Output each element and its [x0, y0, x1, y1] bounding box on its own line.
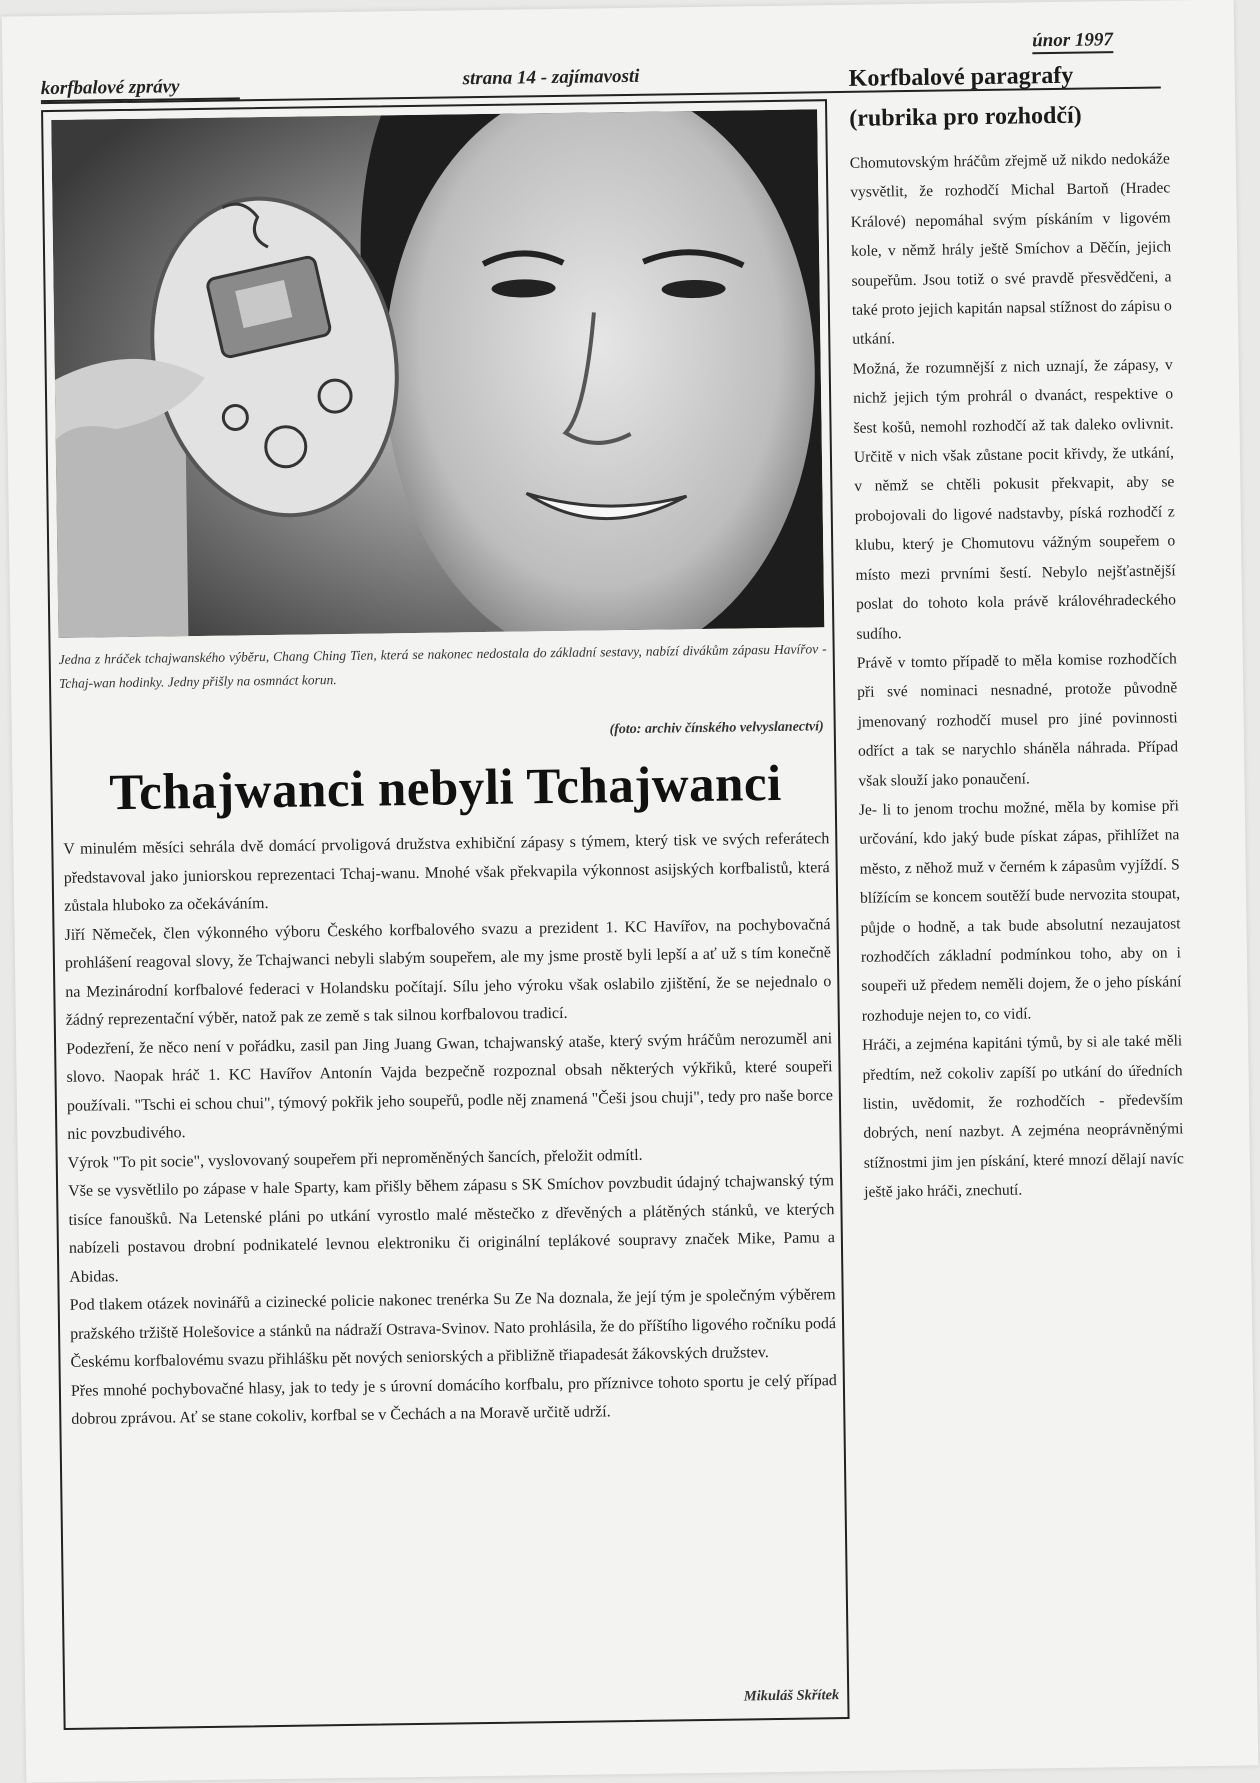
article-author: Mikuláš Skřítek — [743, 1687, 840, 1705]
photo-illustration — [51, 109, 824, 638]
article-paragraph: Pod tlakem otázek novinářů a cizinecké policie nakonec trenérka Su Ze Na doznala, že její tým je společným výběrem pražského tržiště Holešovice a stánků na nádraží Ostrava-Svinov. Nato prohlásila, že do příštího ligového ročníku podá Českému korfbalovému svazu přihlášku pět nových seniorských a přibližně třiapadesát žákovských družstev. — [69, 1286, 837, 1371]
publication-name: korfbalové zprávy — [41, 75, 240, 102]
sidebar-paragraph: Chomutovským hráčům zřejmě už nikdo nedokáže vysvětlit, že rozhodčí Michal Bartoň (Hradec Králové) nepomáhal svým pískáním v ligovém kole, v němž hrály ještě Smíchov a Děčín, jejich soupeřům. Jsou totiž o své pravdě přesvědčeni, a také proto jejich kapitán napsal stížnost do zápisu o utkání. — [849, 150, 1173, 349]
article-headline: Tchajwanci nebyli Tchajwanci — [108, 755, 783, 822]
photo-caption: Jedna z hráček tchajwanského výběru, Chang Ching Tien, která se nakonec nedostala do základní sestavy, nabízí divákům zápasu Havířov - Tchaj-wan hodinky. Jedny přišly na osmnáct korun. — [58, 641, 827, 691]
sidebar-paragraph: Je- li to jenom trochu možné, měla by komise při určování, kdo jaký bude pískat zápas, přihlížet na město, z něhož muž v černém k zápasům vyjíždí. S blížícím se koncem soutěží bude nervozita stoupat, půjde o hodně, a tak bude absolutní nezaujatost rozhodčích základní podmínkou toho, aby on i soupeři už předem neměli dojem, že o jeho pískání rozhoduje nejen to, co vidí. — [858, 797, 1182, 1025]
sidebar-paragraph: Možná, že rozumnější z nich uznají, že zápasy, v nichž jejich tým prohrál o dvanáct, respektive o šest košů, nemohl rozhodčí až tak daleko ovlivnit. Určitě v nich však zůstane pocit křivdy, že utkání, v němž se chtěli pokusit překvapit, aby se probojovali do ligové nadstavby, píská rozhodčí z klubu, který je Chomutovu vážným soupeřem o místo mezi prvními šestí. Nebylo nejšťastnější poslat do tohoto kola právě královéhradeckého sudího. — [852, 356, 1177, 643]
article-photo — [51, 109, 824, 638]
article-paragraph: Jiří Němeček, člen výkonného výboru Českého korfbalového svazu a prezident 1. KC Havířov, na pochybovačná prohlášení reagoval slovy, že Tchajwanci nebyli slabým soupeřem, ale my jsme prostě byli lepší a ať už s tím konečně na Mezinárodní korfbalové federaci v Holandsku počítají. Sílu jeho výroku však oslabilo zjištění, že se nejednalo o žádný reprezentační výběr, natož pak ze země s tak silnou korfbalovou tradicí. — [64, 915, 832, 1029]
article-paragraph: Vše se vysvětlilo po zápase v hale Sparty, kam přišly během zápasu s SK Smíchov povzbudit údajný tchajwanský tým tisíce fanoušků. Na Letenské pláni po utkání vyrostlo malé městečko z dřevěných a plátěných stánků, ve kterých nabízeli postavou drobní podnikatelé levnou elektroniku či originální teplákové soupravy značek Mike, Pamu a Abidas. — [68, 1172, 835, 1286]
page-section-label: strana 14 - zajímavosti — [462, 65, 640, 90]
newspaper-page — [2, 0, 1259, 1783]
sidebar-body — [850, 144, 1185, 1207]
sidebar-paragraph: Právě v tomto případě to měla komise rozhodčích při své nominaci nesnadné, protože původně jmenovaný rozhodčí musel pro jiné povinnosti odříct a tak se narychlo sháněla náhrada. Případ však slouží jako ponaučení. — [856, 650, 1179, 790]
article-paragraph: Podezření, že něco není v pořádku, zasil pan Jing Juang Gwan, tchajwanský ataše, který svým hráčům nerozuměl ani slovo. Naopak hráč 1. KC Havířov Antonín Vajda bezpečně rozpoznal obsah některých výkřiků, které soupeři používali. "Tschi ei schou chui", týmový pokřik jeho soupeřů, podle něj znamená "Češi jsou chuji", tedy pro naše borce nic povzbudivého. — [66, 1029, 833, 1143]
sidebar-title-line2: (rubrika pro rozhodčí) — [849, 102, 1082, 132]
article-body — [63, 825, 837, 1434]
sidebar-column — [848, 54, 1191, 1718]
article-paragraph: Přes mnohé pochybovačné hlasy, jak to tedy je s úrovní domácího korfbalu, pro příznivce tohoto sportu je celý případ dobrou zprávou. Ať se stane cokoliv, korfbal se v Čechách a na Moravě určitě udrží. — [70, 1371, 837, 1428]
sidebar-title — [848, 54, 1169, 138]
photo-credit: (foto: archiv čínského velvyslanectví) — [609, 719, 824, 738]
article-paragraph: Výrok "To pit socie", vyslovovaný soupeřem při neproměněných šancích, přeložit odmítl. — [67, 1146, 643, 1172]
sidebar-title-line1: Korfbalové paragrafy — [848, 62, 1074, 92]
article-paragraph: V minulém měsíci sehrála dvě domácí prvoligová družstva exhibiční zápasy s týmem, který tisk ve svých referátech představoval jako juniorskou reprezentaci Tchaj-wanu. Mnohé však překvapila výkonnost asijských korfbalistů, která zůstala hluboko za očekáváním. — [63, 830, 830, 915]
sidebar-paragraph: Hráči, a zejména kapitáni týmů, by si ale také měli předtím, než cokoliv zapíší po utkání do úředních listin, uvědomit, že rozhodčích - především dobrých, není nazbyt. A zejména neoprávněnými stížnostmi jim jen pískání, které mnozí dělají navíc ještě jako hráči, znechutí. — [862, 1032, 1184, 1201]
main-article — [41, 99, 850, 1730]
issue-date: únor 1997 — [1032, 29, 1113, 54]
